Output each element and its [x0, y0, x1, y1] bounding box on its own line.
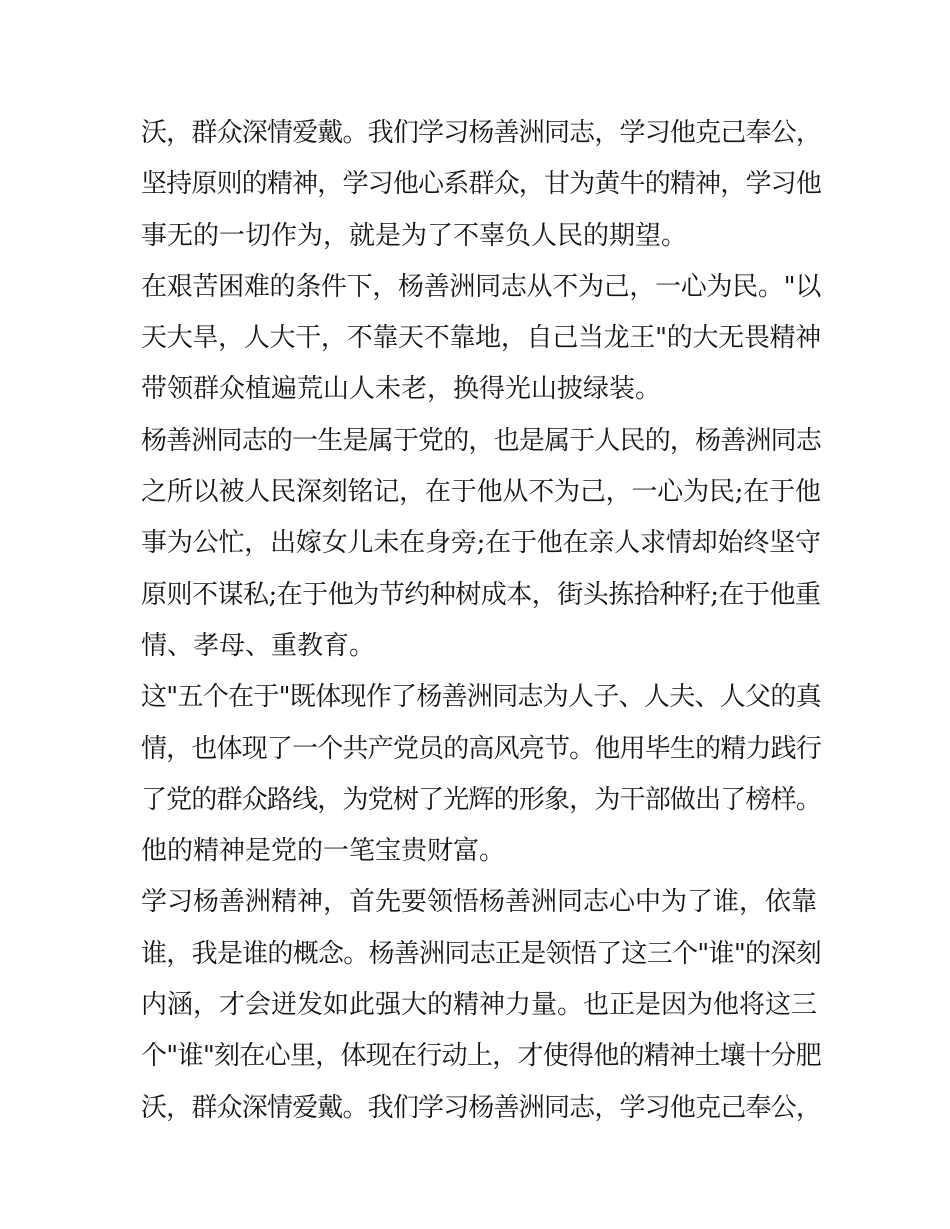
text-line: 情，也体现了一个共产党员的高风亮节。他用毕生的精力践行: [141, 733, 822, 764]
text-line: 沃，群众深情爱戴。我们学习杨善洲同志，学习他克己奉公，: [141, 1092, 822, 1123]
text-line: 谁，我是谁的概念。杨善洲同志正是领悟了这三个"谁"的深刻: [141, 938, 821, 969]
text-line: 坚持原则的精神，学习他心系群众，甘为黄牛的精神，学习他: [141, 169, 822, 200]
text-line: 原则不谋私;在于他为节约种树成本，街头拣拾种籽;在于他重: [141, 579, 821, 610]
text-line: 事为公忙，出嫁女儿未在身旁;在于他在亲人求情却始终坚守: [141, 528, 821, 559]
text-line: 这"五个在于"既体现作了杨善洲同志为人子、人夫、人父的真: [141, 682, 821, 713]
text-line: 情、孝母、重教育。: [141, 630, 376, 661]
text-line: 沃，群众深情爱戴。我们学习杨善洲同志，学习他克己奉公，: [141, 118, 822, 148]
text-line: 内涵，才会迸发如此强大的精神力量。也正是因为他将这三: [141, 990, 818, 1021]
text-line: 学习杨善洲精神，首先要领悟杨善洲同志心中为了谁，依靠: [141, 887, 818, 918]
paragraph-1: [141, 108, 821, 262]
paragraph-3: [141, 416, 821, 672]
text-line: 天大旱，人大干，不靠天不靠地，自己当龙王"的大无畏精神: [141, 323, 821, 354]
paragraph-4: [141, 672, 821, 877]
text-line: 杨善洲同志的一生是属于党的，也是属于人民的，杨善洲同志: [141, 425, 822, 456]
text-line: 他的精神是党的一笔宝贵财富。: [141, 836, 506, 867]
document-body: [141, 108, 821, 1134]
paragraph-5: [141, 877, 821, 1133]
paragraph-2: [141, 262, 821, 416]
text-line: 在艰苦困难的条件下，杨善洲同志从不为己，一心为民。"以: [141, 271, 821, 302]
text-line: 了党的群众路线，为党树了光辉的形象，为干部做出了榜样。: [141, 784, 822, 815]
text-line: 带领群众植遍荒山人未老，换得光山披绿装。: [141, 374, 662, 405]
text-line: 个"谁"刻在心里，体现在行动上，才使得他的精神土壤十分肥: [141, 1041, 821, 1072]
text-line: 之所以被人民深刻铭记，在于他从不为己，一心为民;在于他: [141, 477, 821, 508]
text-line: 事无的一切作为，就是为了不辜负人民的期望。: [141, 220, 688, 251]
